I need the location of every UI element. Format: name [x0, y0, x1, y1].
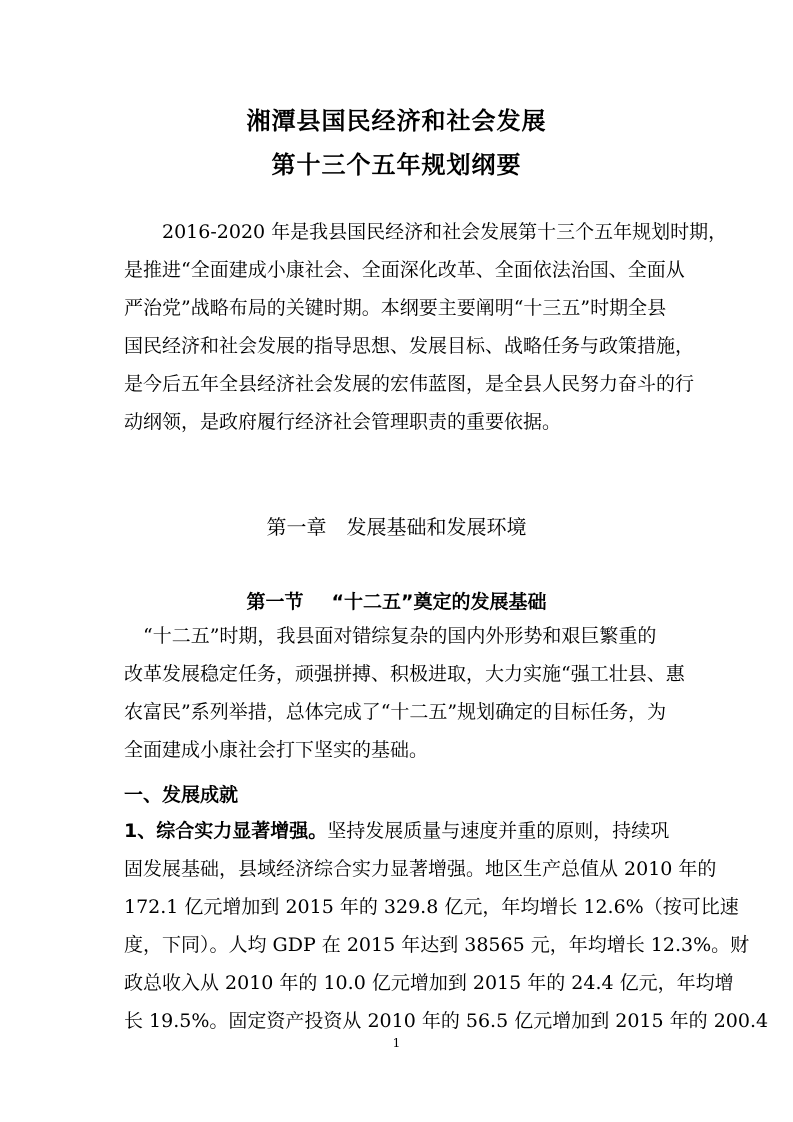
text-line: 政总收入从 2010 年的 10.0 亿元增加到 2015 年的 24.4 亿元，年均增: [124, 972, 734, 994]
section-heading: [0, 587, 793, 614]
text-line: 国民经济和社会发展的指导思想、发展目标、战略任务与政策措施，: [124, 335, 695, 357]
section-paragraph: [124, 617, 684, 769]
text-line: 严治党”战略布局的关键时期。本纲要主要阐明“十三五”时期全县: [124, 297, 667, 319]
document-title-line-2: 第十三个五年规划纲要: [271, 151, 522, 179]
text-line: 是今后五年全县经济社会发展的宏伟蓝图，是全县人民努力奋斗的行: [124, 373, 695, 395]
page-number: 1: [392, 1036, 401, 1050]
text-line: 动纲领，是政府履行经济社会管理职责的重要依据。: [124, 411, 562, 433]
text-line: 农富民”系列举措，总体完成了“十二五”规划确定的目标任务，为: [124, 701, 667, 723]
text-line: 度，下同）。人均 GDP 在 2015 年达到 38565 元，年均增长 12.3%。财: [124, 934, 750, 956]
text-line: 固发展基础，县域经济综合实力显著增强。地区生产总值从 2010 年的: [124, 858, 717, 880]
text-line: 是推进“全面建成小康社会、全面深化改革、全面依法治国、全面从: [124, 259, 685, 281]
text-line: 2016-2020 年是我县国民经济和社会发展第十三个五年规划时期，: [162, 221, 728, 243]
intro-paragraph: [124, 213, 728, 441]
achievement-first-line: 坚持发展质量与速度并重的原则，持续巩: [327, 820, 670, 842]
text-line: [124, 812, 684, 850]
subheading-achievements: 一、发展成就: [124, 784, 239, 806]
section-title: “十二五”奠定的发展基础: [331, 591, 547, 613]
document-title-line-1: 湘潭县国民经济和社会发展: [246, 107, 547, 135]
achievement-lead: 1、综合实力显著增强。: [124, 820, 328, 842]
text-line: “十二五”时期，我县面对错综复杂的国内外形势和艰巨繁重的: [124, 625, 657, 647]
text-line: 全面建成小康社会打下坚实的基础。: [124, 739, 429, 761]
achievement-paragraph: [124, 812, 769, 1040]
text-line: 172.1 亿元增加到 2015 年的 329.8 亿元，年均增长 12.6%（按可比速: [124, 896, 739, 918]
text-line: 长 19.5%。固定资产投资从 2010 年的 56.5 亿元增加到 2015 年的 200.4: [124, 1010, 769, 1032]
text-line: 改革发展稳定任务，顽强拼搏、积极进取，大力实施“强工壮县、惠: [124, 663, 685, 685]
section-number: 第一节: [246, 591, 304, 613]
chapter-heading: 第一章 发展基础和发展环境: [266, 515, 527, 539]
